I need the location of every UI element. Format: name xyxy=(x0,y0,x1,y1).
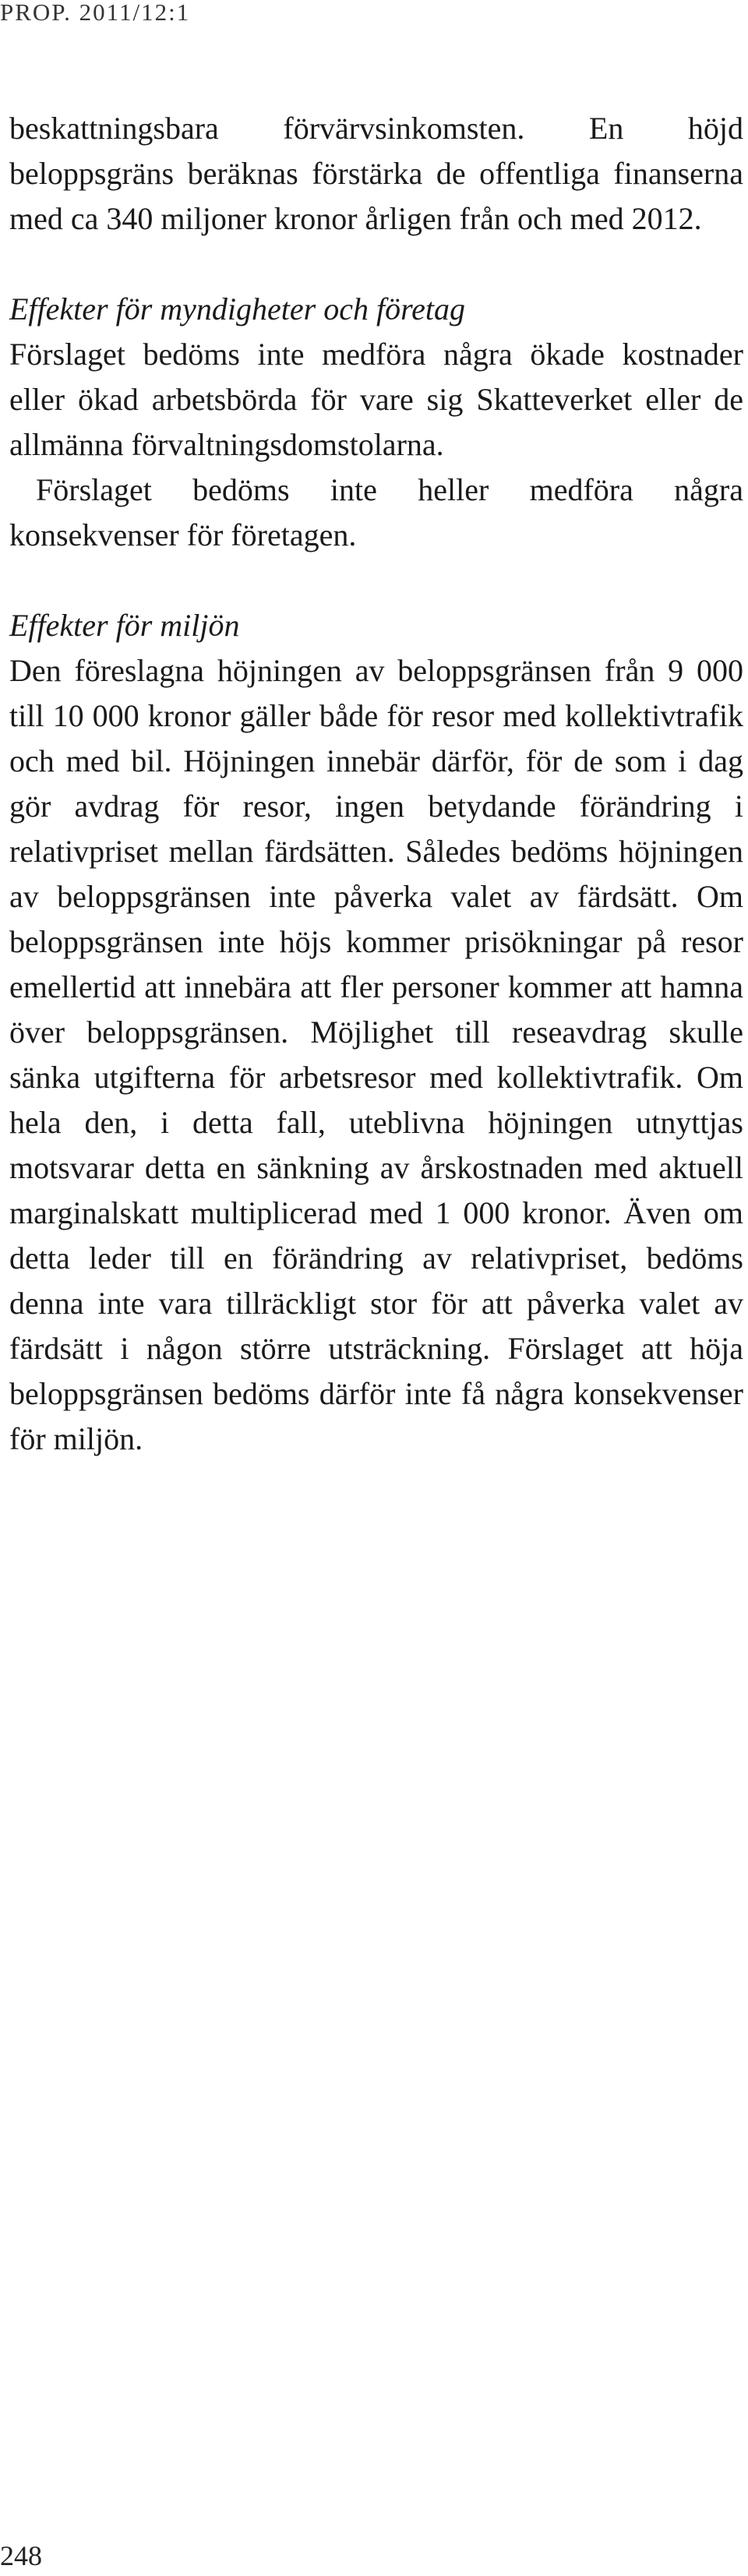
intro-paragraph: beskattningsbara förvärvsinkomsten. En höjd beloppsgräns beräknas förstärka de offentliga finanserna med ca 340 miljoner kronor årligen från och med 2012. xyxy=(9,111,743,236)
section-heading-authorities: Effekter för myndigheter och företag xyxy=(9,291,466,326)
running-head: PROP. 2011/12:1 xyxy=(0,0,191,26)
section-heading-environment: Effekter för miljön xyxy=(9,608,240,643)
document-body xyxy=(9,106,743,1462)
section-authorities-companies xyxy=(9,287,743,558)
page-number: 248 xyxy=(0,2540,42,2571)
section-environment xyxy=(9,603,743,1462)
environment-paragraph-1: Den föreslagna höjningen av beloppsgränsen från 9 000 till 10 000 kronor gäller både för resor med kollektivtrafik och med bil. Höjningen innebär därför, för de som i dag gör avdrag för resor, ingen betydande förändring i relativpriset mellan färdsätten. Således bedöms höjningen av beloppsgränsen inte påverka valet av färdsätt. Om beloppsgränsen inte höjs kommer prisökningar på resor emellertid att innebära att fler personer kommer att hamna över beloppsgränsen. Möjlighet till reseavdrag skulle sänka utgifterna för arbetsresor med kollektivtrafik. Om hela den, i detta fall, uteblivna höjningen utnyttjas motsvarar detta en sänkning av årskostnaden med aktuell marginalskatt multiplicerad med 1 000 kronor. Även om detta leder till en förändring av relativpriset, bedöms denna inte vara tillräckligt stor för att påverka valet av färdsätt i någon större utsträckning. Förslaget att höja beloppsgränsen bedöms därför inte få några konsekvenser för miljön. xyxy=(9,653,743,1456)
authorities-paragraph-2: Förslaget bedöms inte heller medföra några konsekvenser för företagen. xyxy=(9,472,743,552)
authorities-paragraph-1: Förslaget bedöms inte medföra några ökade kostnader eller ökad arbetsbörda för vare sig Skatteverket eller de allmänna förvaltningsdomstolarna. xyxy=(9,337,743,462)
